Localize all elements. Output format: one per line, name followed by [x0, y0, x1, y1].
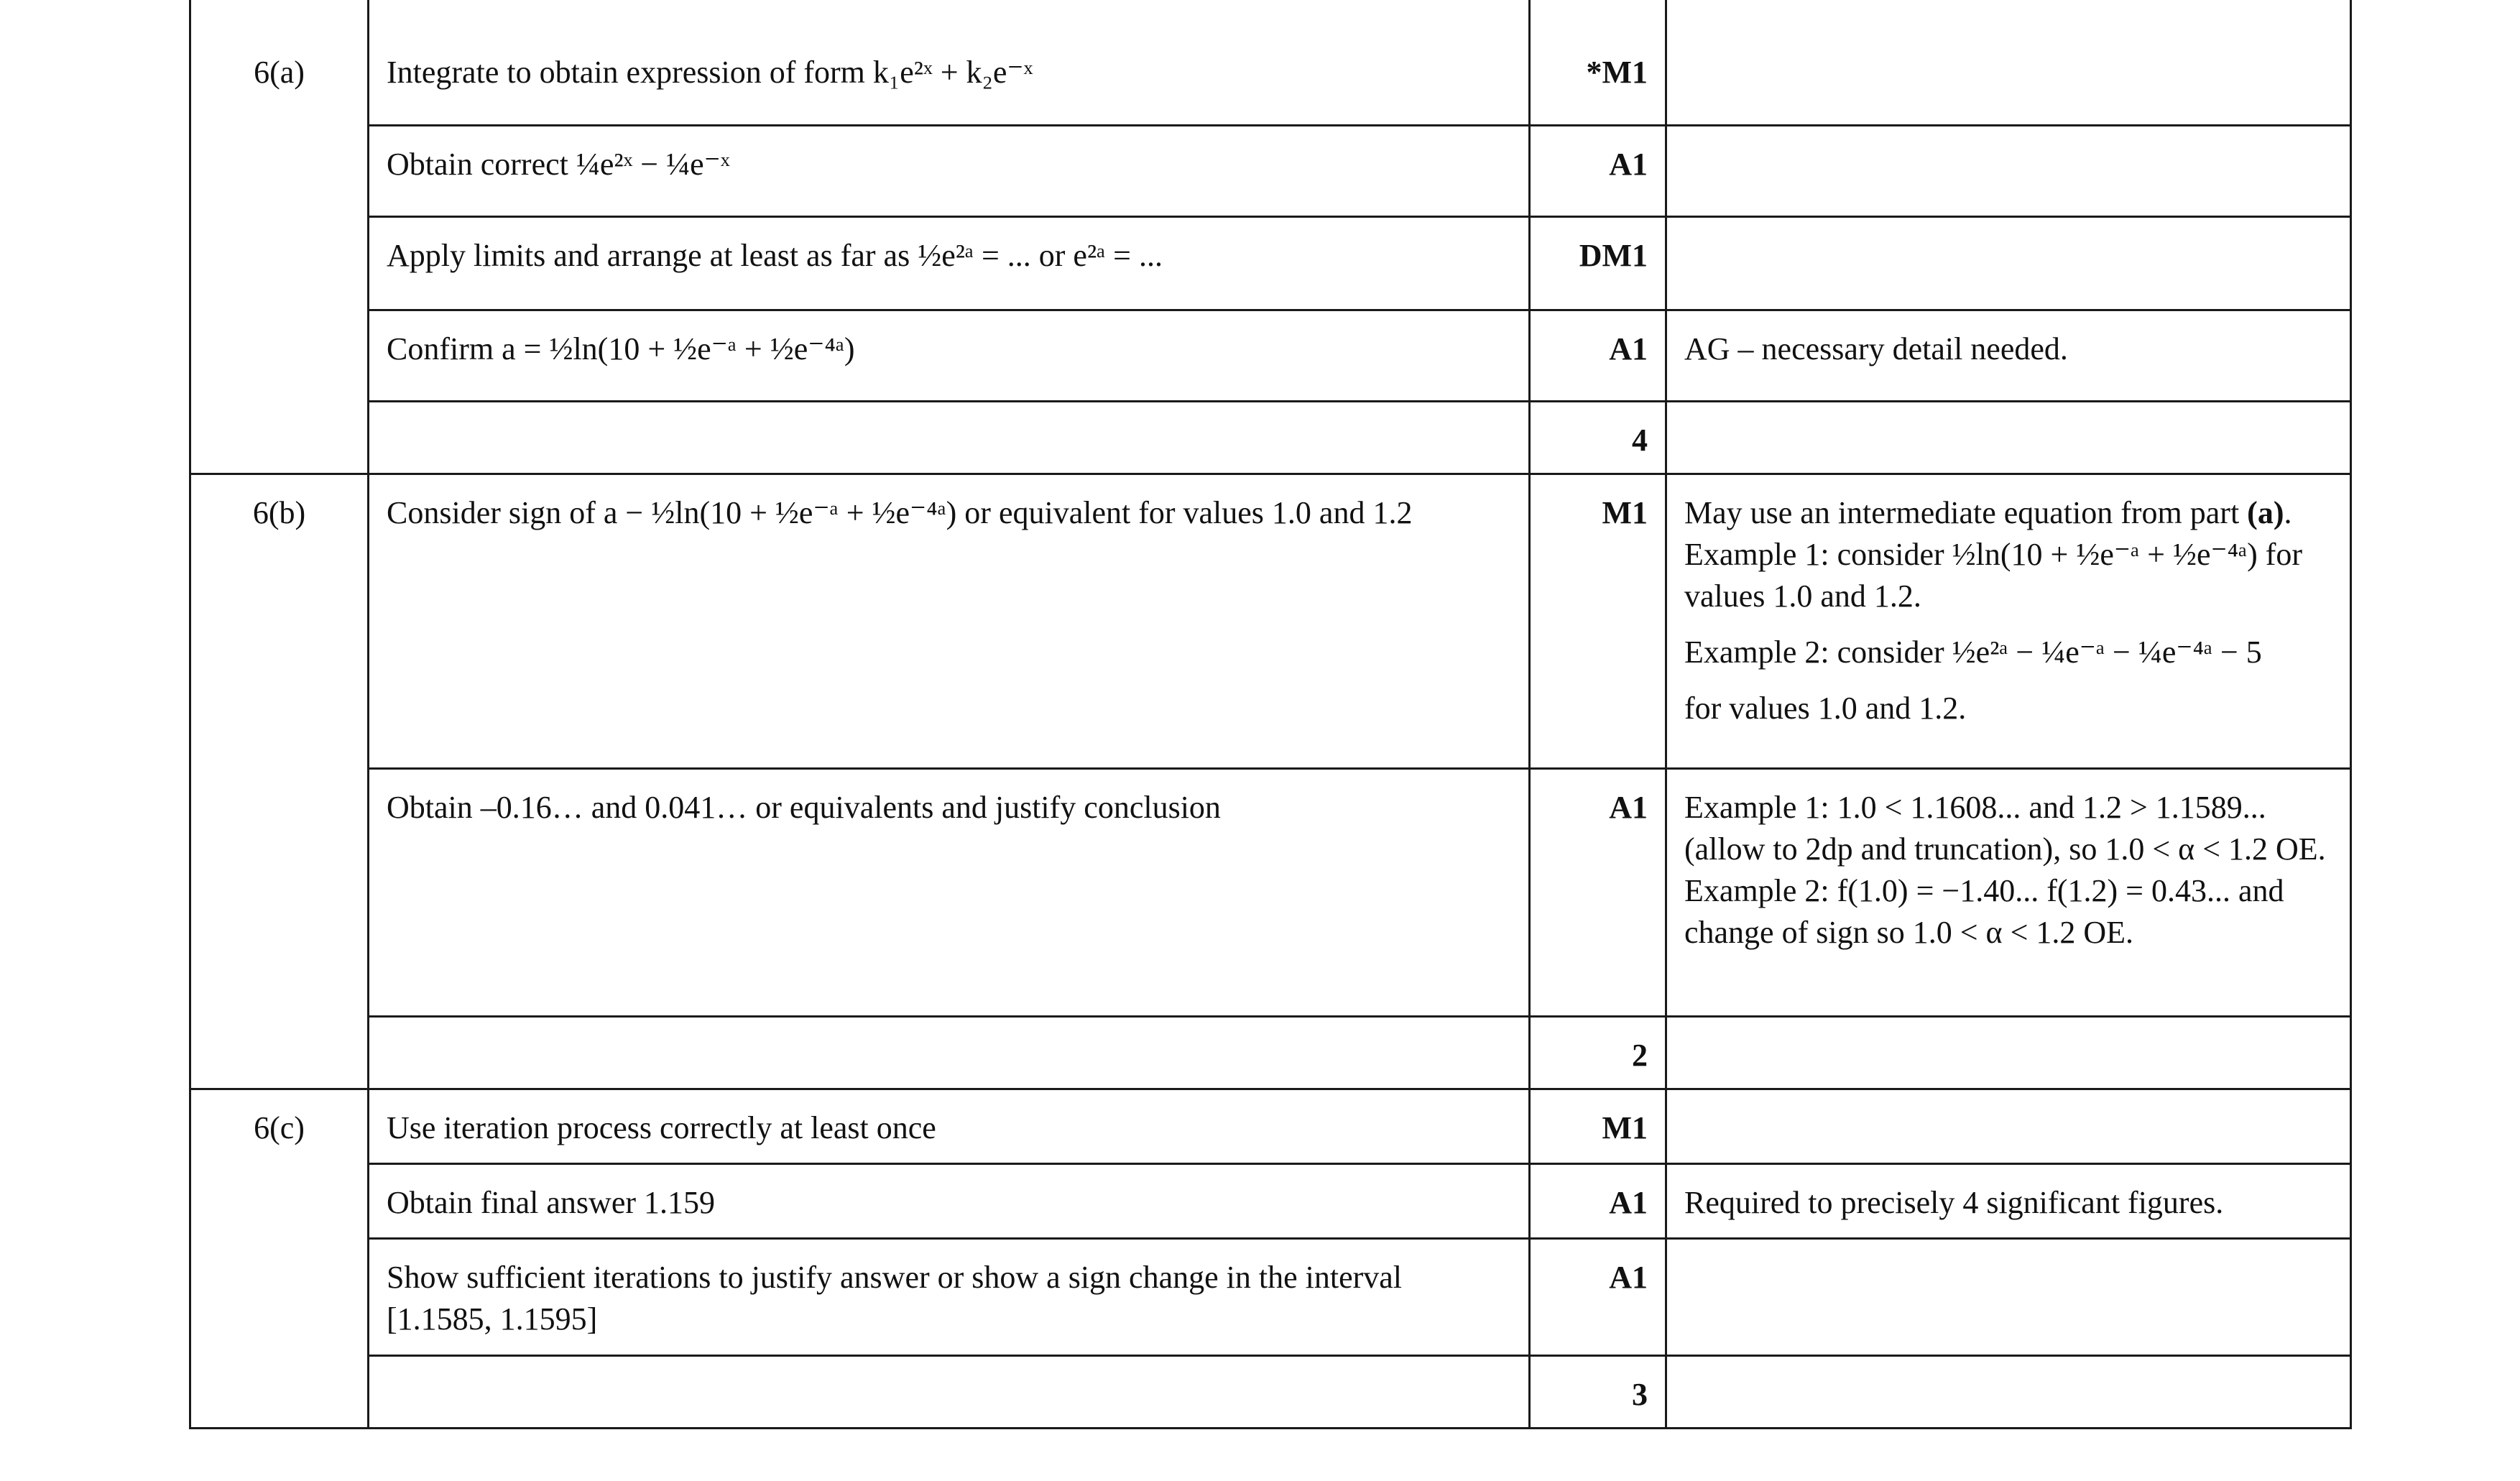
answer-cell: Confirm a = ½ln(10 + ½e⁻ᵃ + ½e⁻⁴ᵃ) [369, 310, 1530, 401]
question-number: 6(b) [190, 474, 369, 1089]
guidance-text: . [2284, 494, 2292, 530]
table-row [190, 768, 2351, 1016]
total-marks: 2 [1530, 1016, 1666, 1089]
table-row [190, 1238, 2351, 1355]
table-row [190, 216, 2351, 310]
total-row [190, 1355, 2351, 1428]
guidance-cell [1666, 0, 2351, 125]
guidance-text: May use an intermediate equation from part [1684, 494, 2248, 530]
guidance-cell [1666, 125, 2351, 216]
mark-cell: A1 [1530, 310, 1666, 401]
answer-cell: Show sufficient iterations to justify answer or show a sign change in the interval [1.1585, 1.1595] [369, 1238, 1530, 1355]
guidance-line [1684, 492, 2332, 534]
mark-cell: M1 [1530, 1089, 1666, 1163]
answer-cell: Consider sign of a − ½ln(10 + ½e⁻ᵃ + ½e⁻⁴ᵃ) or equivalent for values 1.0 and 1.2 [369, 474, 1530, 768]
table-row [190, 1163, 2351, 1238]
mark-cell: A1 [1530, 1163, 1666, 1238]
mark-cell: M1 [1530, 474, 1666, 768]
guidance-cell [1666, 216, 2351, 310]
answer-cell-empty [369, 1016, 1530, 1089]
mark-cell: A1 [1530, 125, 1666, 216]
answer-cell: Obtain final answer 1.159 [369, 1163, 1530, 1238]
guidance-cell-empty [1666, 401, 2351, 474]
guidance-cell: AG – necessary detail needed. [1666, 310, 2351, 401]
answer-cell: Obtain correct ¼e²ˣ − ¼e⁻ˣ [369, 125, 1530, 216]
table-row [190, 474, 2351, 768]
table-row [190, 125, 2351, 216]
table-row [190, 0, 2351, 125]
guidance-cell [1666, 768, 2351, 1016]
total-row [190, 401, 2351, 474]
guidance-example-2: Example 2: consider ½e²ᵃ − ¼e⁻ᵃ − ¼e⁻⁴ᵃ − 5 [1684, 634, 2262, 670]
table-row [190, 310, 2351, 401]
guidance-example-2: Example 2: f(1.0) = −1.40... f(1.2) = 0.43... and change of sign so 1.0 < α < 1.2 OE. [1684, 872, 2284, 950]
guidance-cell-empty [1666, 1016, 2351, 1089]
guidance-example-2-cont: for values 1.0 and 1.2. [1684, 690, 1967, 726]
mark-cell: DM1 [1530, 216, 1666, 310]
answer-cell: Use iteration process correctly at least once [369, 1089, 1530, 1163]
mark-cell: A1 [1530, 1238, 1666, 1355]
guidance-example-1: Example 1: 1.0 < 1.1608... and 1.2 > 1.1589... (allow to 2dp and truncation), so 1.0 < α < 1.2 OE. [1684, 789, 2326, 867]
table-row [190, 1089, 2351, 1163]
answer-cell-empty [369, 401, 1530, 474]
guidance-cell-empty [1666, 1355, 2351, 1428]
guidance-cell [1666, 1238, 2351, 1355]
answer-cell: Integrate to obtain expression of form k₁e²ˣ + k₂e⁻ˣ [369, 0, 1530, 125]
question-number: 6(c) [190, 1089, 369, 1428]
total-row [190, 1016, 2351, 1089]
guidance-cell [1666, 1089, 2351, 1163]
answer-cell: Obtain –0.16… and 0.041… or equivalents and justify conclusion [369, 768, 1530, 1016]
answer-cell: Apply limits and arrange at least as far as ½e²ᵃ = ... or e²ᵃ = ... [369, 216, 1530, 310]
guidance-cell [1666, 474, 2351, 768]
guidance-cell: Required to precisely 4 significant figures. [1666, 1163, 2351, 1238]
total-marks: 4 [1530, 401, 1666, 474]
mark-cell: *M1 [1530, 0, 1666, 125]
mark-scheme-table [189, 0, 2352, 1429]
part-reference: (a) [2247, 494, 2284, 530]
answer-cell-empty [369, 1355, 1530, 1428]
total-marks: 3 [1530, 1355, 1666, 1428]
guidance-example-1: Example 1: consider ½ln(10 + ½e⁻ᵃ + ½e⁻⁴ᵃ) for values 1.0 and 1.2. [1684, 536, 2303, 614]
mark-cell: A1 [1530, 768, 1666, 1016]
question-number: 6(a) [190, 0, 369, 474]
